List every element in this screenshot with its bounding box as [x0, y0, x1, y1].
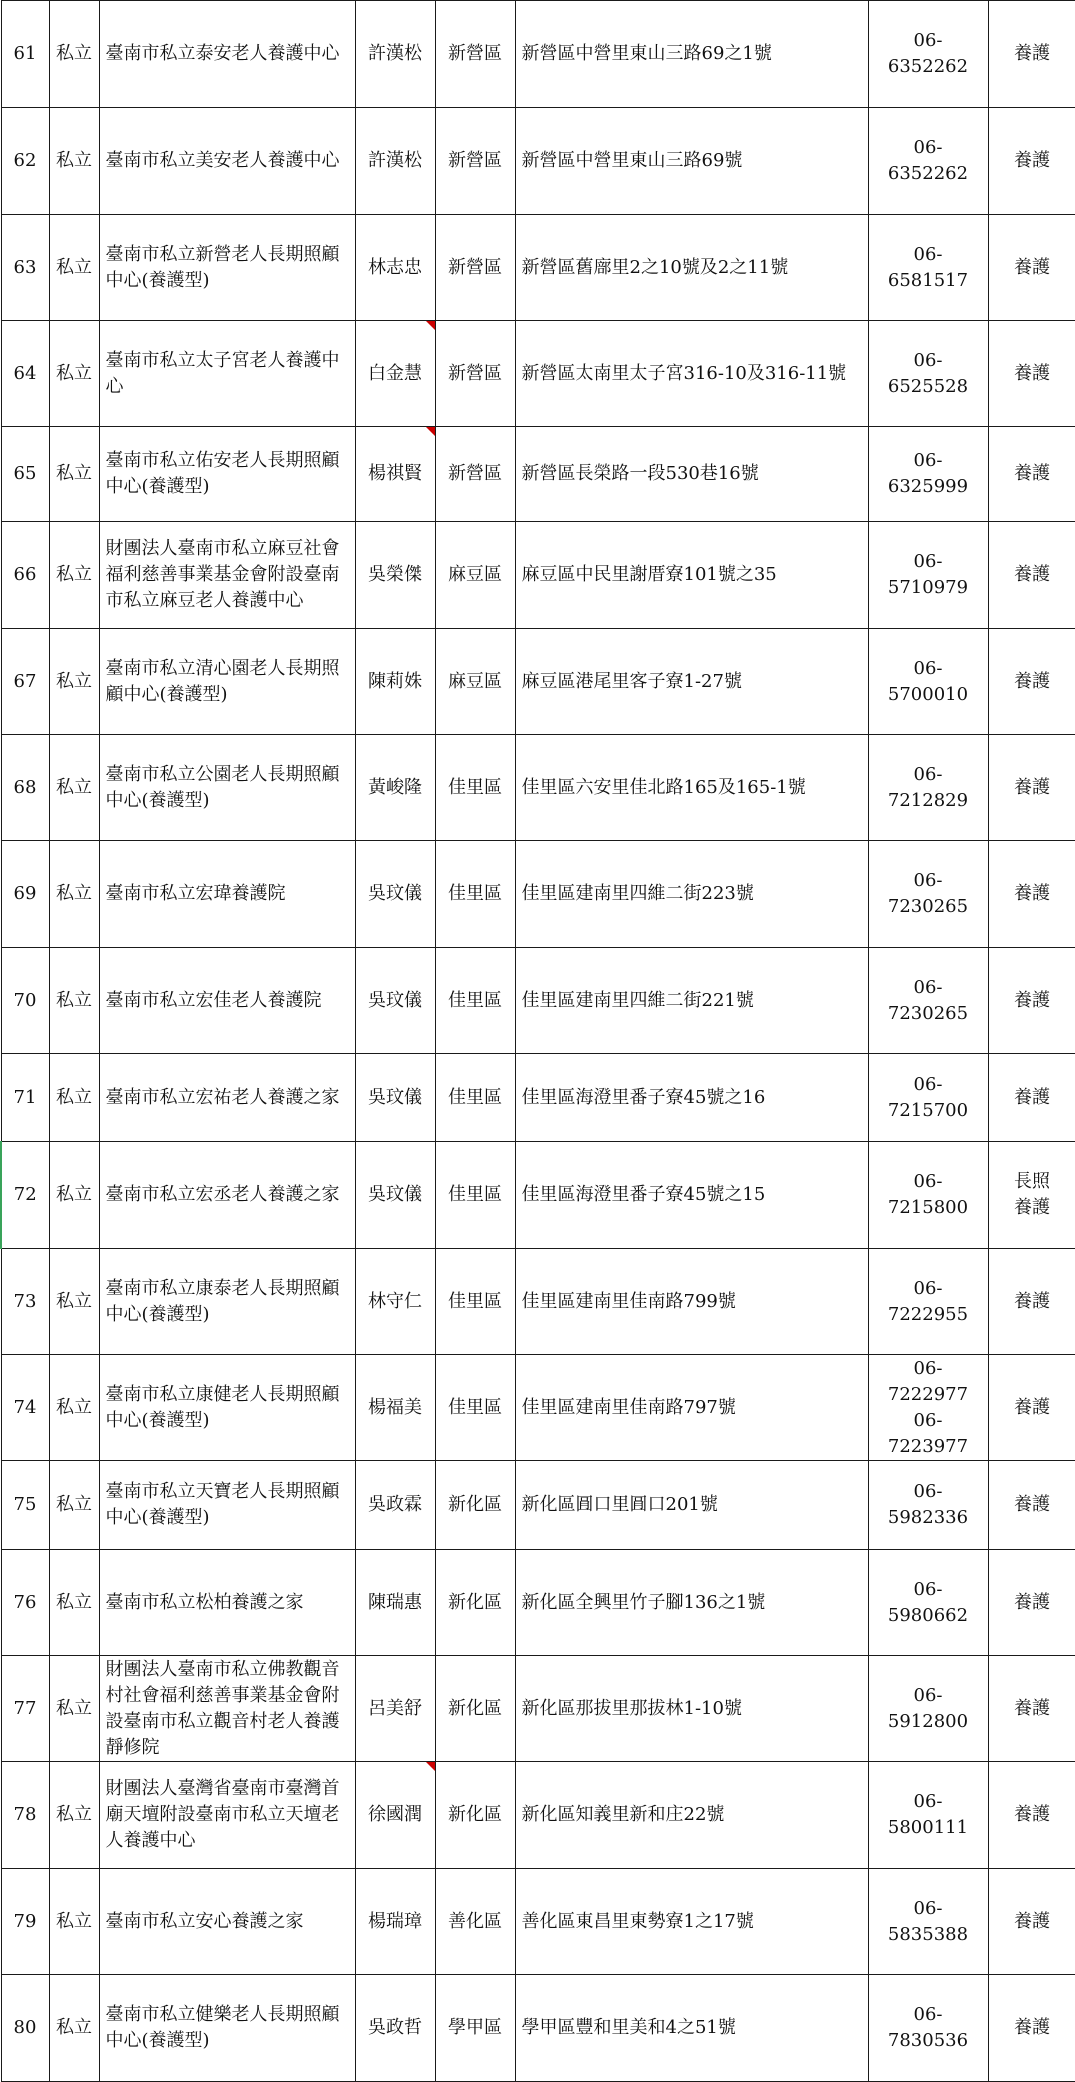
phone-cell [868, 1461, 988, 1550]
district: 新化區 [435, 1550, 515, 1656]
person-in-charge [355, 1975, 435, 2082]
service-type: 養護 [1014, 883, 1050, 904]
service-type: 養護 [1014, 463, 1050, 484]
service-type-cell [988, 1869, 1075, 1975]
facility-name: 臺南市私立康健老人長期照顧中心(養護型) [99, 1355, 355, 1461]
service-type-cell [988, 215, 1075, 321]
facility-name: 臺南市私立太子宮老人養護中心 [99, 321, 355, 427]
person-in-charge [355, 1, 435, 108]
phone-number: 06-5980662 [887, 1578, 969, 1626]
row-number: 61 [1, 1, 49, 108]
ownership-type: 私立 [49, 1461, 99, 1550]
facility-name: 臺南市私立健樂老人長期照顧中心(養護型) [99, 1975, 355, 2082]
comment-marker-icon[interactable] [426, 427, 435, 436]
person-in-charge-name: 許漢松 [368, 150, 422, 171]
person-in-charge [355, 108, 435, 215]
row-number: 77 [1, 1656, 49, 1762]
person-in-charge-name: 許漢松 [368, 43, 422, 64]
table-row [1, 629, 1075, 735]
phone-cell [868, 735, 988, 841]
service-type: 養護 [1014, 1591, 1050, 1613]
table-row [1, 735, 1075, 841]
service-type-cell [988, 1762, 1075, 1869]
facility-name: 臺南市私立天寶老人長期照顧中心(養護型) [99, 1461, 355, 1550]
row-number: 74 [1, 1355, 49, 1461]
person-in-charge [355, 1656, 435, 1762]
facility-name: 財團法人臺灣省臺南市臺灣首廟天壇附設臺南市私立天壇老人養護中心 [99, 1762, 355, 1869]
address: 新化區㘣口里㘣口201號 [515, 1461, 868, 1550]
service-type: 養護 [1014, 43, 1050, 64]
person-in-charge-name: 陳莉姝 [368, 670, 422, 692]
phone-cell [868, 948, 988, 1054]
table-row [1, 948, 1075, 1054]
ownership-type: 私立 [49, 1550, 99, 1656]
phone-number: 06-7215700 [887, 1073, 969, 1121]
phone-number: 06-5710979 [887, 551, 969, 598]
service-type: 養護 [1014, 1804, 1050, 1825]
facility-name: 臺南市私立公園老人長期照顧中心(養護型) [99, 735, 355, 841]
address: 佳里區海澄里番子寮45號之16 [515, 1054, 868, 1142]
row-number: 70 [1, 948, 49, 1054]
person-in-charge-name: 徐國潤 [368, 1804, 422, 1825]
district: 新化區 [435, 1762, 515, 1869]
ownership-type: 私立 [49, 108, 99, 215]
district: 佳里區 [435, 735, 515, 841]
phone-number: 06-5912800 [887, 1684, 969, 1732]
table-row [1, 841, 1075, 948]
table-row [1, 1054, 1075, 1142]
district: 麻豆區 [435, 629, 515, 735]
service-type-cell [988, 427, 1075, 522]
service-type: 養護 [1014, 1697, 1050, 1719]
address: 學甲區豐和里美和4之51號 [515, 1975, 868, 2082]
person-in-charge-name: 林守仁 [368, 1290, 422, 1312]
row-number: 66 [1, 522, 49, 629]
person-in-charge [355, 522, 435, 629]
row-number: 65 [1, 427, 49, 522]
person-in-charge [355, 1142, 435, 1249]
service-type-cell [988, 1355, 1075, 1461]
service-type: 養護 [1014, 362, 1050, 384]
row-number: 71 [1, 1054, 49, 1142]
person-in-charge-name: 白金慧 [368, 362, 422, 384]
service-type: 養護 [1014, 670, 1050, 692]
phone-number: 06-7223977 [887, 1409, 969, 1457]
service-type-cell [988, 1054, 1075, 1142]
row-number: 64 [1, 321, 49, 427]
address: 佳里區六安里佳北路165及165-1號 [515, 735, 868, 841]
service-type-cell [988, 1461, 1075, 1550]
service-type-cell [988, 1142, 1075, 1249]
address: 麻豆區中民里謝厝寮101號之35 [515, 522, 868, 629]
comment-marker-icon[interactable] [426, 321, 435, 330]
person-in-charge [355, 948, 435, 1054]
phone-cell [868, 1869, 988, 1975]
ownership-type: 私立 [49, 1975, 99, 2082]
row-number: 68 [1, 735, 49, 841]
ownership-type: 私立 [49, 1656, 99, 1762]
service-type: 養護 [1014, 256, 1050, 278]
ownership-type: 私立 [49, 629, 99, 735]
phone-cell [868, 1550, 988, 1656]
address: 新化區全興里竹子腳136之1號 [515, 1550, 868, 1656]
person-in-charge [355, 1550, 435, 1656]
facility-name: 臺南市私立宏祐老人養護之家 [99, 1054, 355, 1142]
table-row [1, 1142, 1075, 1249]
row-number: 78 [1, 1762, 49, 1869]
district: 新營區 [435, 1, 515, 108]
phone-cell [868, 321, 988, 427]
service-type-cell [988, 1550, 1075, 1656]
service-type-cell [988, 108, 1075, 215]
service-type-cell [988, 1656, 1075, 1762]
ownership-type: 私立 [49, 215, 99, 321]
facility-table-body [1, 1, 1075, 2082]
address: 新營區中營里東山三路69號 [515, 108, 868, 215]
address: 佳里區建南里四維二街223號 [515, 841, 868, 948]
service-type: 養護 [1014, 1396, 1050, 1418]
phone-cell [868, 1, 988, 108]
district: 新化區 [435, 1656, 515, 1762]
service-type: 養護 [1014, 2017, 1050, 2038]
phone-number: 06-5982336 [887, 1481, 969, 1528]
row-number: 76 [1, 1550, 49, 1656]
person-in-charge-name: 楊福美 [368, 1396, 422, 1418]
phone-number: 06-5700010 [887, 657, 969, 705]
ownership-type: 私立 [49, 1355, 99, 1461]
person-in-charge [355, 1249, 435, 1355]
address: 佳里區建南里四維二街221號 [515, 948, 868, 1054]
table-row [1, 1, 1075, 108]
person-in-charge-name: 黃峻隆 [368, 776, 422, 798]
ownership-type: 私立 [49, 735, 99, 841]
row-number: 80 [1, 1975, 49, 2082]
person-in-charge [355, 427, 435, 522]
address: 佳里區建南里佳南路799號 [515, 1249, 868, 1355]
phone-number: 06-5835388 [887, 1897, 969, 1945]
service-type-cell [988, 948, 1075, 1054]
ownership-type: 私立 [49, 1142, 99, 1249]
person-in-charge-name: 吳玟儀 [368, 1086, 422, 1108]
service-type: 養護 [1014, 1086, 1050, 1108]
phone-number: 06-7222977 [887, 1357, 969, 1405]
service-type-cell [988, 321, 1075, 427]
facility-name: 臺南市私立新營老人長期照顧中心(養護型) [99, 215, 355, 321]
address: 新化區知義里新和庄22號 [515, 1762, 868, 1869]
facility-name: 財團法人臺南市私立麻豆社會福利慈善事業基金會附設臺南市私立麻豆老人養護中心 [99, 522, 355, 629]
table-row [1, 1869, 1075, 1975]
district: 佳里區 [435, 948, 515, 1054]
service-type-cell [988, 522, 1075, 629]
facility-name: 臺南市私立安心養護之家 [99, 1869, 355, 1975]
facility-name: 臺南市私立泰安老人養護中心 [99, 1, 355, 108]
row-number: 73 [1, 1249, 49, 1355]
facility-name: 財團法人臺南市私立佛教觀音村社會福利慈善事業基金會附設臺南市私立觀音村老人養護靜修院 [99, 1656, 355, 1762]
row-number: 67 [1, 629, 49, 735]
table-row [1, 1550, 1075, 1656]
district: 佳里區 [435, 1054, 515, 1142]
ownership-type: 私立 [49, 321, 99, 427]
person-in-charge-name: 呂美舒 [368, 1697, 422, 1719]
person-in-charge-name: 吳玟儀 [368, 883, 422, 904]
person-in-charge-name: 吳玟儀 [368, 1184, 422, 1205]
phone-number: 06-7230265 [887, 870, 969, 917]
phone-number: 06-6352262 [887, 137, 969, 184]
facility-name: 臺南市私立佑安老人長期照顧中心(養護型) [99, 427, 355, 522]
service-type-cell [988, 1249, 1075, 1355]
district: 善化區 [435, 1869, 515, 1975]
address: 新化區那拔里那拔林1-10號 [515, 1656, 868, 1762]
district: 佳里區 [435, 1249, 515, 1355]
person-in-charge [355, 1762, 435, 1869]
district: 新營區 [435, 427, 515, 522]
table-row [1, 1762, 1075, 1869]
service-type: 養護 [1014, 150, 1050, 171]
phone-cell [868, 427, 988, 522]
table-row [1, 1461, 1075, 1550]
table-row [1, 1975, 1075, 2082]
phone-cell [868, 1656, 988, 1762]
person-in-charge [355, 1869, 435, 1975]
person-in-charge [355, 841, 435, 948]
address: 善化區東昌里東勢寮1之17號 [515, 1869, 868, 1975]
ownership-type: 私立 [49, 1, 99, 108]
service-type-cell [988, 841, 1075, 948]
service-type: 養護 [1014, 1290, 1050, 1312]
phone-number: 06-7230265 [887, 976, 969, 1024]
person-in-charge-name: 吳政哲 [368, 2017, 422, 2038]
phone-number: 06-6525528 [887, 349, 969, 397]
address: 新營區長榮路一段530巷16號 [515, 427, 868, 522]
person-in-charge-name: 楊瑞璋 [368, 1910, 422, 1932]
service-type: 養護 [1014, 1494, 1050, 1515]
facility-name: 臺南市私立清心園老人長期照顧中心(養護型) [99, 629, 355, 735]
service-type: 養護 [1014, 776, 1050, 798]
ownership-type: 私立 [49, 427, 99, 522]
district: 新營區 [435, 321, 515, 427]
ownership-type: 私立 [49, 841, 99, 948]
phone-number: 06-7830536 [887, 2004, 969, 2051]
phone-cell [868, 215, 988, 321]
facility-name: 臺南市私立宏瑋養護院 [99, 841, 355, 948]
address: 新營區太南里太子宮316-10及316-11號 [515, 321, 868, 427]
person-in-charge [355, 321, 435, 427]
person-in-charge-name: 楊祺賢 [368, 463, 422, 484]
phone-number: 06-7222955 [887, 1277, 969, 1325]
comment-marker-icon[interactable] [426, 1762, 435, 1771]
facility-name: 臺南市私立康泰老人長期照顧中心(養護型) [99, 1249, 355, 1355]
district: 麻豆區 [435, 522, 515, 629]
phone-cell [868, 629, 988, 735]
ownership-type: 私立 [49, 1249, 99, 1355]
district: 佳里區 [435, 1142, 515, 1249]
address: 新營區舊廍里2之10號及2之11號 [515, 215, 868, 321]
phone-cell [868, 1975, 988, 2082]
service-type: 長照 [1014, 1171, 1050, 1192]
address: 佳里區建南里佳南路797號 [515, 1355, 868, 1461]
ownership-type: 私立 [49, 1869, 99, 1975]
ownership-type: 私立 [49, 1054, 99, 1142]
address: 麻豆區港尾里客子寮1-27號 [515, 629, 868, 735]
district: 新營區 [435, 215, 515, 321]
district: 佳里區 [435, 1355, 515, 1461]
row-number: 62 [1, 108, 49, 215]
table-row [1, 215, 1075, 321]
service-type-cell [988, 1975, 1075, 2082]
service-type: 養護 [1014, 1910, 1050, 1932]
person-in-charge-name: 吳榮傑 [368, 564, 422, 585]
phone-number: 06-7215800 [887, 1171, 969, 1218]
phone-number: 06-5800111 [887, 1791, 969, 1838]
address: 新營區中營里東山三路69之1號 [515, 1, 868, 108]
ownership-type: 私立 [49, 1762, 99, 1869]
phone-cell [868, 1762, 988, 1869]
person-in-charge-name: 陳瑞惠 [368, 1591, 422, 1613]
table-row [1, 321, 1075, 427]
row-number: 63 [1, 215, 49, 321]
service-type: 養護 [1014, 989, 1050, 1011]
row-number: 69 [1, 841, 49, 948]
table-row [1, 1355, 1075, 1461]
phone-cell [868, 1054, 988, 1142]
table-row [1, 522, 1075, 629]
phone-cell [868, 108, 988, 215]
facility-name: 臺南市私立美安老人養護中心 [99, 108, 355, 215]
person-in-charge [355, 629, 435, 735]
person-in-charge [355, 1054, 435, 1142]
phone-cell [868, 522, 988, 629]
table-row [1, 427, 1075, 522]
district: 佳里區 [435, 841, 515, 948]
person-in-charge [355, 735, 435, 841]
facility-name: 臺南市私立宏佳老人養護院 [99, 948, 355, 1054]
row-number: 75 [1, 1461, 49, 1550]
phone-number: 06-6325999 [887, 450, 969, 497]
ownership-type: 私立 [49, 948, 99, 1054]
person-in-charge-name: 吳玟儀 [368, 989, 422, 1011]
phone-cell [868, 1249, 988, 1355]
person-in-charge [355, 215, 435, 321]
table-row [1, 108, 1075, 215]
person-in-charge [355, 1355, 435, 1461]
table-row [1, 1656, 1075, 1762]
service-type: 養護 [1014, 1197, 1050, 1218]
row-number: 72 [1, 1142, 49, 1249]
phone-cell [868, 1142, 988, 1249]
ownership-type: 私立 [49, 522, 99, 629]
district: 新化區 [435, 1461, 515, 1550]
phone-number: 06-6581517 [887, 243, 969, 291]
service-type: 養護 [1014, 564, 1050, 585]
row-number: 79 [1, 1869, 49, 1975]
district: 新營區 [435, 108, 515, 215]
person-in-charge-name: 吳政霖 [368, 1494, 422, 1515]
district: 學甲區 [435, 1975, 515, 2082]
service-type-cell [988, 1, 1075, 108]
service-type-cell [988, 735, 1075, 841]
service-type-cell [988, 629, 1075, 735]
facility-name: 臺南市私立松柏養護之家 [99, 1550, 355, 1656]
phone-number: 06-6352262 [887, 30, 969, 77]
table-row [1, 1249, 1075, 1355]
address: 佳里區海澄里番子寮45號之15 [515, 1142, 868, 1249]
phone-cell [868, 1355, 988, 1461]
person-in-charge-name: 林志忠 [368, 256, 422, 278]
person-in-charge [355, 1461, 435, 1550]
facility-name: 臺南市私立宏丞老人養護之家 [99, 1142, 355, 1249]
phone-number: 06-7212829 [887, 763, 969, 811]
phone-cell [868, 841, 988, 948]
